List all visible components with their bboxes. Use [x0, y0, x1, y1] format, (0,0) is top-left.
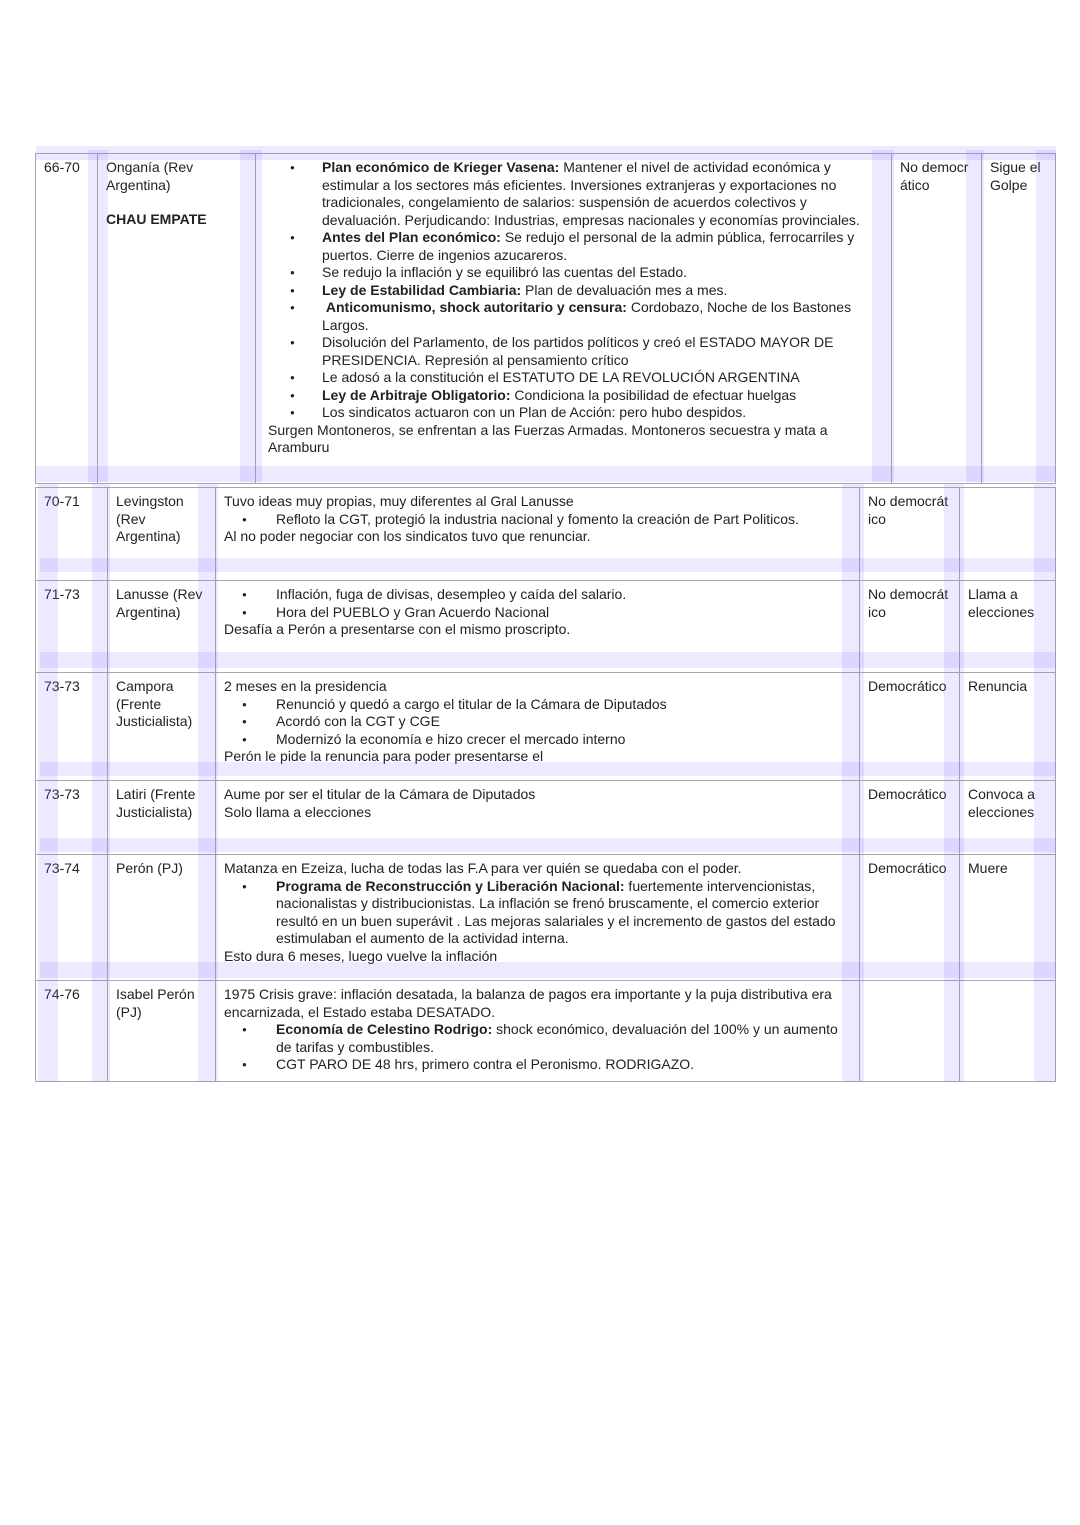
- bullet-item: ● Ley de Estabilidad Cambiaria: Plan de devaluación mes a mes.: [270, 282, 885, 300]
- president-cell: [108, 581, 216, 673]
- president-name: Onganía (Rev Argentina): [106, 159, 194, 193]
- president-cell: [108, 981, 216, 1082]
- period-text: 73-73: [44, 786, 80, 802]
- description-after: Perón le pide la renuncia para poder presentarse el: [224, 748, 544, 764]
- description-bullets: [270, 159, 885, 422]
- outcome-text: Llama a elecciones: [968, 586, 1035, 620]
- table-row-peron: [36, 855, 1056, 981]
- president-cell: [108, 488, 216, 581]
- bullet-item: ● Los sindicatos actuaron con un Plan de Acción: pero hubo despidos.: [270, 404, 885, 422]
- description-after: Esto dura 6 meses, luego vuelve la inflación: [224, 947, 498, 964]
- table-row-ongania: [36, 154, 1056, 484]
- regime-cell: [860, 781, 960, 855]
- bullet-item: ● Refloto la CGT, protegió la industria nacional y fomento la creación de Part Politicos.: [224, 511, 851, 529]
- president-name: Latiri (Frente Justicialista): [116, 786, 196, 820]
- description-before: 1975 Crisis grave: inflación desatada, la balanza de pagos era importante y la puja distributiva era encarnizada, el Estado estaba DESATADO.: [224, 986, 832, 1020]
- outcome-text: Sigue el Golpe: [990, 159, 1041, 193]
- period-text: 66-70: [44, 159, 80, 175]
- regime-text: Democrático: [868, 860, 947, 876]
- government-table-bottom: [35, 487, 1056, 1082]
- period-cell: [36, 673, 108, 781]
- description-cell: [216, 581, 860, 673]
- president-note: CHAU EMPATE: [106, 211, 207, 227]
- regime-cell: [860, 981, 960, 1082]
- period-cell: [36, 855, 108, 981]
- regime-cell: [860, 855, 960, 981]
- description-before: 2 meses en la presidencia: [224, 678, 387, 694]
- outcome-text: Muere: [968, 860, 1008, 876]
- outcome-cell: [960, 781, 1056, 855]
- president-cell: [108, 673, 216, 781]
- description-after: Desafía a Perón a presentarse con el mismo proscripto.: [224, 621, 571, 637]
- outcome-text: Renuncia: [968, 678, 1028, 694]
- description-bullets: [224, 696, 851, 749]
- bullet-item: ● Disolución del Parlamento, de los partidos políticos y creó el ESTADO MAYOR DE PRESIDENCIA. Represión al pensamiento crítico: [270, 334, 885, 369]
- description-cell: [216, 673, 860, 781]
- regime-text: Democrático: [868, 786, 947, 802]
- description-bullets: [224, 511, 851, 529]
- president-name: Campora (Frente Justicialista): [116, 678, 193, 729]
- description-cell: [216, 981, 860, 1082]
- period-text: 73-73: [44, 678, 80, 694]
- description-before: Aume por ser el titular de la Cámara de Diputados: [224, 786, 536, 802]
- description-bullets: [224, 1021, 851, 1074]
- description-cell: [216, 488, 860, 581]
- bullet-item: ● Programa de Reconstrucción y Liberación Nacional: fuertemente intervencionistas, nacionalistas y distribucionistas. La inflación se frenó bruscamente, el comercio exterior resultó en un buen superávit . Las mejoras salariales y el incremento de gastos del estado estimulaban el aumento de la actividad interna.: [224, 878, 851, 948]
- regime-cell: [892, 154, 982, 484]
- outcome-cell: [982, 154, 1056, 484]
- president-cell: [108, 781, 216, 855]
- government-table-top: [35, 153, 1056, 484]
- outcome-text: Convoca a elecciones: [968, 786, 1035, 820]
- description-cell: [216, 781, 860, 855]
- description-after: Solo llama a elecciones: [224, 803, 372, 820]
- bullet-item: ● Antes del Plan económico: Se redujo el personal de la admin pública, ferrocarriles y puertos. Cierre de ingenios azucareros.: [270, 229, 885, 264]
- outcome-cell: [960, 855, 1056, 981]
- table-row-campora: [36, 673, 1056, 781]
- description-cell: [256, 154, 892, 484]
- regime-cell: [860, 673, 960, 781]
- outcome-cell: [960, 673, 1056, 781]
- outcome-cell: [960, 581, 1056, 673]
- table-row-isabel-peron: [36, 981, 1056, 1082]
- period-cell: [36, 488, 108, 581]
- period-cell: [36, 154, 98, 484]
- regime-text: No democrático: [900, 159, 969, 193]
- bullet-item: ● Plan económico de Krieger Vasena: Mantener el nivel de actividad económica y estimular a los sectores más eficientes. Inversiones extranjeras y exportaciones no tradicionales, congelamiento de salarios: suspensión de acuerdos colectivos y devaluación. Perjudicando: Industrias, empresas nacionales y economías provinciales.: [270, 159, 885, 229]
- description-bullets: [224, 586, 851, 621]
- bullet-item: ● Anticomunismo, shock autoritario y censura: Cordobazo, Noche de los Bastones Largos.: [270, 299, 885, 334]
- regime-cell: [860, 581, 960, 673]
- bullet-item: ● Renunció y quedó a cargo el titular de la Cámara de Diputados: [224, 696, 851, 714]
- period-cell: [36, 981, 108, 1082]
- period-cell: [36, 781, 108, 855]
- bullet-item: ● Le adosó a la constitución el ESTATUTO DE LA REVOLUCIÓN ARGENTINA: [270, 369, 885, 387]
- description-before: Matanza en Ezeiza, lucha de todas las F.A para ver quién se quedaba con el poder.: [224, 860, 742, 876]
- president-cell: [98, 154, 256, 484]
- president-name: Levingston (Rev Argentina): [116, 493, 184, 544]
- table-row-latiri: [36, 781, 1056, 855]
- description-before: Tuvo ideas muy propias, muy diferentes al Gral Lanusse: [224, 493, 574, 509]
- description-cell: [216, 855, 860, 981]
- bullet-item: ● Modernizó la economía e hizo crecer el mercado interno: [224, 731, 851, 749]
- table-row-levingston: [36, 488, 1056, 581]
- bullet-item: ● Acordó con la CGT y CGE: [224, 713, 851, 731]
- bullet-item: ● Inflación, fuga de divisas, desempleo y caída del salario.: [224, 586, 851, 604]
- president-name: Perón (PJ): [116, 860, 183, 876]
- president-cell: [108, 855, 216, 981]
- regime-text: No democrático: [868, 586, 949, 620]
- table-row-lanusse: [36, 581, 1056, 673]
- president-name: Isabel Perón (PJ): [116, 986, 195, 1020]
- president-name: Lanusse (Rev Argentina): [116, 586, 203, 620]
- description-after: Surgen Montoneros, se enfrentan a las Fuerzas Armadas. Montoneros secuestra y mata a Aramburu: [268, 421, 828, 455]
- description-bullets: [224, 878, 851, 948]
- description-after: Al no poder negociar con los sindicatos tuvo que renunciar.: [224, 528, 591, 544]
- bullet-item: ● Ley de Arbitraje Obligatorio: Condiciona la posibilidad de efectuar huelgas: [270, 387, 885, 405]
- regime-text: No democrático: [868, 493, 949, 527]
- period-text: 71-73: [44, 586, 80, 602]
- bullet-item: ● Hora del PUEBLO y Gran Acuerdo Nacional: [224, 604, 851, 622]
- period-text: 74-76: [44, 986, 80, 1002]
- outcome-cell: [960, 488, 1056, 581]
- period-text: 70-71: [44, 493, 80, 509]
- regime-text: Democrático: [868, 678, 947, 694]
- bullet-item: ● Se redujo la inflación y se equilibró las cuentas del Estado.: [270, 264, 885, 282]
- period-text: 73-74: [44, 860, 80, 876]
- bullet-item: ● Economía de Celestino Rodrigo: shock económico, devaluación del 100% y un aumento de tarifas y combustibles.: [224, 1021, 851, 1056]
- outcome-cell: [960, 981, 1056, 1082]
- bullet-item: ● CGT PARO DE 48 hrs, primero contra el Peronismo. RODRIGAZO.: [224, 1056, 851, 1074]
- period-cell: [36, 581, 108, 673]
- regime-cell: [860, 488, 960, 581]
